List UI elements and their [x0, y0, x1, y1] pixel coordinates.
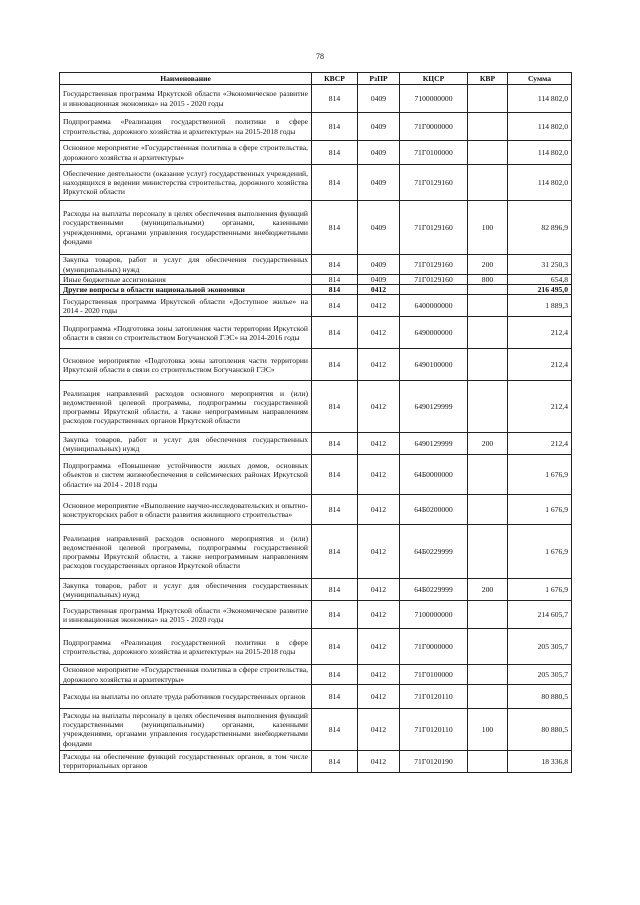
row-kcsr-cell: 71Г0100000 [400, 665, 468, 684]
row-kvsr-cell: 814 [312, 113, 358, 141]
row-name-cell: Закупка товаров, работ и услуг для обеспечения государственных (муниципальных) нужд [60, 255, 312, 275]
row-kvsr-cell: 814 [312, 495, 358, 525]
row-sum-cell: 214 605,7 [508, 601, 572, 629]
row-rzpr-cell: 0412 [358, 601, 400, 629]
row-rzpr-cell: 0412 [358, 629, 400, 665]
table-row [60, 285, 572, 295]
row-kcsr-cell: 6400000000 [400, 295, 468, 317]
row-kvr-cell [468, 317, 508, 349]
table-row [60, 495, 572, 525]
row-kvsr-cell: 814 [312, 85, 358, 113]
row-name-cell: Основное мероприятие «Государственная политика в сфере строительства, дорожного хозяйства и архитектуры» [60, 665, 312, 684]
row-sum-cell: 80 880,5 [508, 684, 572, 708]
row-name-cell: Расходы на выплаты персоналу в целях обеспечения выполнения функций государственными (муниципальными) органами, казенными учреждениями, органами управления государственными внебюджетными фондами [60, 708, 312, 750]
row-kcsr-cell: 71Г0120110 [400, 708, 468, 750]
row-kvr-cell: 800 [468, 275, 508, 285]
row-name-cell: Другие вопросы в области национальной экономики [60, 285, 312, 295]
row-kcsr-cell: 71Г0000000 [400, 629, 468, 665]
row-name-cell: Подпрограмма «Реализация государственной политики в сфере строительства, дорожного хозяйства и архитектуры» на 2015-2018 годы [60, 629, 312, 665]
row-kcsr-cell: 71Г0120110 [400, 684, 468, 708]
table-row [60, 433, 572, 455]
row-rzpr-cell: 0412 [358, 295, 400, 317]
row-rzpr-cell: 0412 [358, 684, 400, 708]
row-name-cell: Расходы на обеспечение функций государственных органов, в том числе территориальных органов [60, 750, 312, 772]
table-row [60, 349, 572, 381]
row-rzpr-cell: 0412 [358, 349, 400, 381]
row-kvsr-cell: 814 [312, 579, 358, 601]
table-row [60, 525, 572, 579]
table-row [60, 601, 572, 629]
row-sum-cell: 212,4 [508, 317, 572, 349]
row-kvsr-cell: 814 [312, 165, 358, 201]
row-sum-cell: 114 802,0 [508, 85, 572, 113]
row-rzpr-cell: 0409 [358, 255, 400, 275]
row-rzpr-cell: 0412 [358, 285, 400, 295]
row-sum-cell: 216 495,0 [508, 285, 572, 295]
row-kvsr-cell: 814 [312, 275, 358, 285]
row-kvr-cell: 200 [468, 433, 508, 455]
row-rzpr-cell: 0412 [358, 708, 400, 750]
row-kvr-cell [468, 601, 508, 629]
row-kvr-cell [468, 165, 508, 201]
table-header-row [60, 73, 572, 85]
table-row [60, 255, 572, 275]
row-kcsr-cell: 6490129999 [400, 433, 468, 455]
row-kvr-cell: 100 [468, 201, 508, 255]
row-name-cell: Государственная программа Иркутской области «Экономическое развитие и инновационная экономика» на 2015 - 2020 годы [60, 601, 312, 629]
row-rzpr-cell: 0412 [358, 455, 400, 495]
row-name-cell: Обеспечение деятельности (оказание услуг) государственных учреждений, находящихся в ведении министерства строительства, дорожного хозяйства Иркутской области [60, 165, 312, 201]
row-sum-cell: 80 880,5 [508, 708, 572, 750]
row-name-cell: Иные бюджетные ассигнования [60, 275, 312, 285]
table-row [60, 113, 572, 141]
row-kvsr-cell: 814 [312, 665, 358, 684]
row-kvsr-cell: 814 [312, 455, 358, 495]
row-name-cell: Основное мероприятие «Государственная политика в сфере строительства, дорожного хозяйства и архитектуры» [60, 141, 312, 165]
row-kvr-cell [468, 141, 508, 165]
table-row [60, 275, 572, 285]
row-kvsr-cell: 814 [312, 684, 358, 708]
table-row [60, 708, 572, 750]
row-kcsr-cell: 64Б0229999 [400, 525, 468, 579]
row-kvsr-cell: 814 [312, 317, 358, 349]
row-sum-cell: 654,8 [508, 275, 572, 285]
table-row [60, 750, 572, 772]
row-rzpr-cell: 0412 [358, 579, 400, 601]
row-kvr-cell: 200 [468, 255, 508, 275]
row-kvr-cell [468, 285, 508, 295]
row-kcsr-cell: 71Г0129160 [400, 201, 468, 255]
row-kcsr-cell: 64Б0200000 [400, 495, 468, 525]
row-rzpr-cell: 0409 [358, 85, 400, 113]
row-kcsr-cell: 6490129999 [400, 381, 468, 433]
row-sum-cell: 1 676,9 [508, 579, 572, 601]
row-name-cell: Подпрограмма «Подготовка зоны затопления части территории Иркутской области в связи со строительством Богучанской ГЭС» на 2014-2016 годы [60, 317, 312, 349]
row-name-cell: Реализация направлений расходов основного мероприятия и (или) ведомственной целевой программы, подпрограммы государственной программы Иркутской области, а также непрограммным направлениям расходов государственных органов Иркутской области [60, 381, 312, 433]
row-sum-cell: 114 802,0 [508, 113, 572, 141]
row-rzpr-cell: 0412 [358, 495, 400, 525]
row-kvr-cell [468, 684, 508, 708]
row-kvsr-cell: 814 [312, 750, 358, 772]
row-kvr-cell: 100 [468, 708, 508, 750]
row-name-cell: Государственная программа Иркутской области «Экономическое развитие и инновационная экономика» на 2015 - 2020 годы [60, 85, 312, 113]
row-kcsr-cell: 71Г0100000 [400, 141, 468, 165]
column-header-kvsr: КВСР [312, 73, 358, 85]
row-kvr-cell [468, 665, 508, 684]
row-name-cell: Закупка товаров, работ и услуг для обеспечения государственных (муниципальных) нужд [60, 433, 312, 455]
row-kvr-cell [468, 85, 508, 113]
row-rzpr-cell: 0412 [358, 750, 400, 772]
row-name-cell: Государственная программа Иркутской области «Доступное жилье» на 2014 - 2020 годы [60, 295, 312, 317]
row-kvr-cell: 200 [468, 579, 508, 601]
row-rzpr-cell: 0412 [358, 665, 400, 684]
row-kcsr-cell: 64Б0229999 [400, 579, 468, 601]
budget-table [59, 72, 572, 773]
row-sum-cell: 212,4 [508, 433, 572, 455]
table-row [60, 665, 572, 684]
table-row [60, 684, 572, 708]
row-kcsr-cell: 71Г0129160 [400, 255, 468, 275]
row-rzpr-cell: 0409 [358, 201, 400, 255]
row-kcsr-cell: 64Б0000000 [400, 455, 468, 495]
row-name-cell: Закупка товаров, работ и услуг для обеспечения государственных (муниципальных) нужд [60, 579, 312, 601]
row-rzpr-cell: 0412 [358, 525, 400, 579]
row-kcsr-cell [400, 285, 468, 295]
table-row [60, 381, 572, 433]
table-row [60, 295, 572, 317]
row-kcsr-cell: 71Г0120190 [400, 750, 468, 772]
column-header-rzpr: РзПР [358, 73, 400, 85]
row-sum-cell: 1 676,9 [508, 495, 572, 525]
row-sum-cell: 31 250,3 [508, 255, 572, 275]
row-kvr-cell [468, 113, 508, 141]
row-kvsr-cell: 814 [312, 295, 358, 317]
row-kvr-cell [468, 629, 508, 665]
row-name-cell: Расходы на выплаты персоналу в целях обеспечения выполнения функций государственными (муниципальными) органами, казенными учреждениями, органами управления государственными внебюджетными фондами [60, 201, 312, 255]
row-kvsr-cell: 814 [312, 525, 358, 579]
row-kvsr-cell: 814 [312, 601, 358, 629]
row-kcsr-cell: 71Г0000000 [400, 113, 468, 141]
row-kcsr-cell: 71Г0129160 [400, 275, 468, 285]
row-rzpr-cell: 0412 [358, 381, 400, 433]
row-rzpr-cell: 0412 [358, 433, 400, 455]
row-sum-cell: 1 676,9 [508, 455, 572, 495]
table-row [60, 629, 572, 665]
row-sum-cell: 114 802,0 [508, 165, 572, 201]
row-sum-cell: 1 676,9 [508, 525, 572, 579]
row-kvsr-cell: 814 [312, 433, 358, 455]
row-sum-cell: 114 802,0 [508, 141, 572, 165]
row-name-cell: Подпрограмма «Повышение устойчивости жилых домов, основных объектов и систем жизнеобеспечения в сейсмических районах Иркутской области» на 2014 - 2018 годы [60, 455, 312, 495]
row-name-cell: Основное мероприятие «Выполнение научно-исследовательских и опытно-конструкторских работ в области развития жилищного строительства» [60, 495, 312, 525]
row-sum-cell: 212,4 [508, 349, 572, 381]
row-sum-cell: 18 336,8 [508, 750, 572, 772]
row-kvsr-cell: 814 [312, 285, 358, 295]
row-kvr-cell [468, 525, 508, 579]
row-kvsr-cell: 814 [312, 381, 358, 433]
row-name-cell: Реализация направлений расходов основного мероприятия и (или) ведомственной целевой программы, подпрограммы государственной программы Иркутской области, а также непрограммным направлениям расходов государственных органов Иркутской области [60, 525, 312, 579]
row-kcsr-cell: 71Г0129160 [400, 165, 468, 201]
row-name-cell: Подпрограмма «Реализация государственной политики в сфере строительства, дорожного хозяйства и архитектуры» на 2015-2018 годы [60, 113, 312, 141]
row-kvr-cell [468, 349, 508, 381]
page-number: 78 [316, 52, 324, 61]
column-header-name: Наименование [60, 73, 312, 85]
row-sum-cell: 212,4 [508, 381, 572, 433]
row-kvsr-cell: 814 [312, 255, 358, 275]
row-sum-cell: 205 305,7 [508, 665, 572, 684]
row-rzpr-cell: 0409 [358, 113, 400, 141]
row-kvr-cell [468, 381, 508, 433]
table-row [60, 455, 572, 495]
row-name-cell: Основное мероприятие «Подготовка зоны затопления части территории Иркутской области в связи со строительством Богучанской ГЭС» [60, 349, 312, 381]
row-kvr-cell [468, 495, 508, 525]
row-kvsr-cell: 814 [312, 629, 358, 665]
table-row [60, 317, 572, 349]
row-kvsr-cell: 814 [312, 708, 358, 750]
table-row [60, 85, 572, 113]
table-row [60, 165, 572, 201]
table-row [60, 201, 572, 255]
table-body [60, 85, 572, 773]
column-header-sum: Сумма [508, 73, 572, 85]
row-rzpr-cell: 0412 [358, 317, 400, 349]
row-sum-cell: 82 896,9 [508, 201, 572, 255]
row-rzpr-cell: 0409 [358, 275, 400, 285]
row-sum-cell: 1 889,3 [508, 295, 572, 317]
row-kvr-cell [468, 750, 508, 772]
row-sum-cell: 205 305,7 [508, 629, 572, 665]
table-row [60, 579, 572, 601]
row-kvr-cell [468, 295, 508, 317]
row-rzpr-cell: 0409 [358, 165, 400, 201]
row-rzpr-cell: 0409 [358, 141, 400, 165]
column-header-kvr: КВР [468, 73, 508, 85]
row-kvr-cell [468, 455, 508, 495]
row-kvsr-cell: 814 [312, 201, 358, 255]
column-header-kcsr: КЦСР [400, 73, 468, 85]
table-row [60, 141, 572, 165]
row-name-cell: Расходы на выплаты по оплате труда работников государственных органов [60, 684, 312, 708]
row-kcsr-cell: 6490000000 [400, 317, 468, 349]
row-kvsr-cell: 814 [312, 141, 358, 165]
row-kvsr-cell: 814 [312, 349, 358, 381]
row-kcsr-cell: 6490100000 [400, 349, 468, 381]
row-kcsr-cell: 7100000000 [400, 601, 468, 629]
row-kcsr-cell: 7100000000 [400, 85, 468, 113]
